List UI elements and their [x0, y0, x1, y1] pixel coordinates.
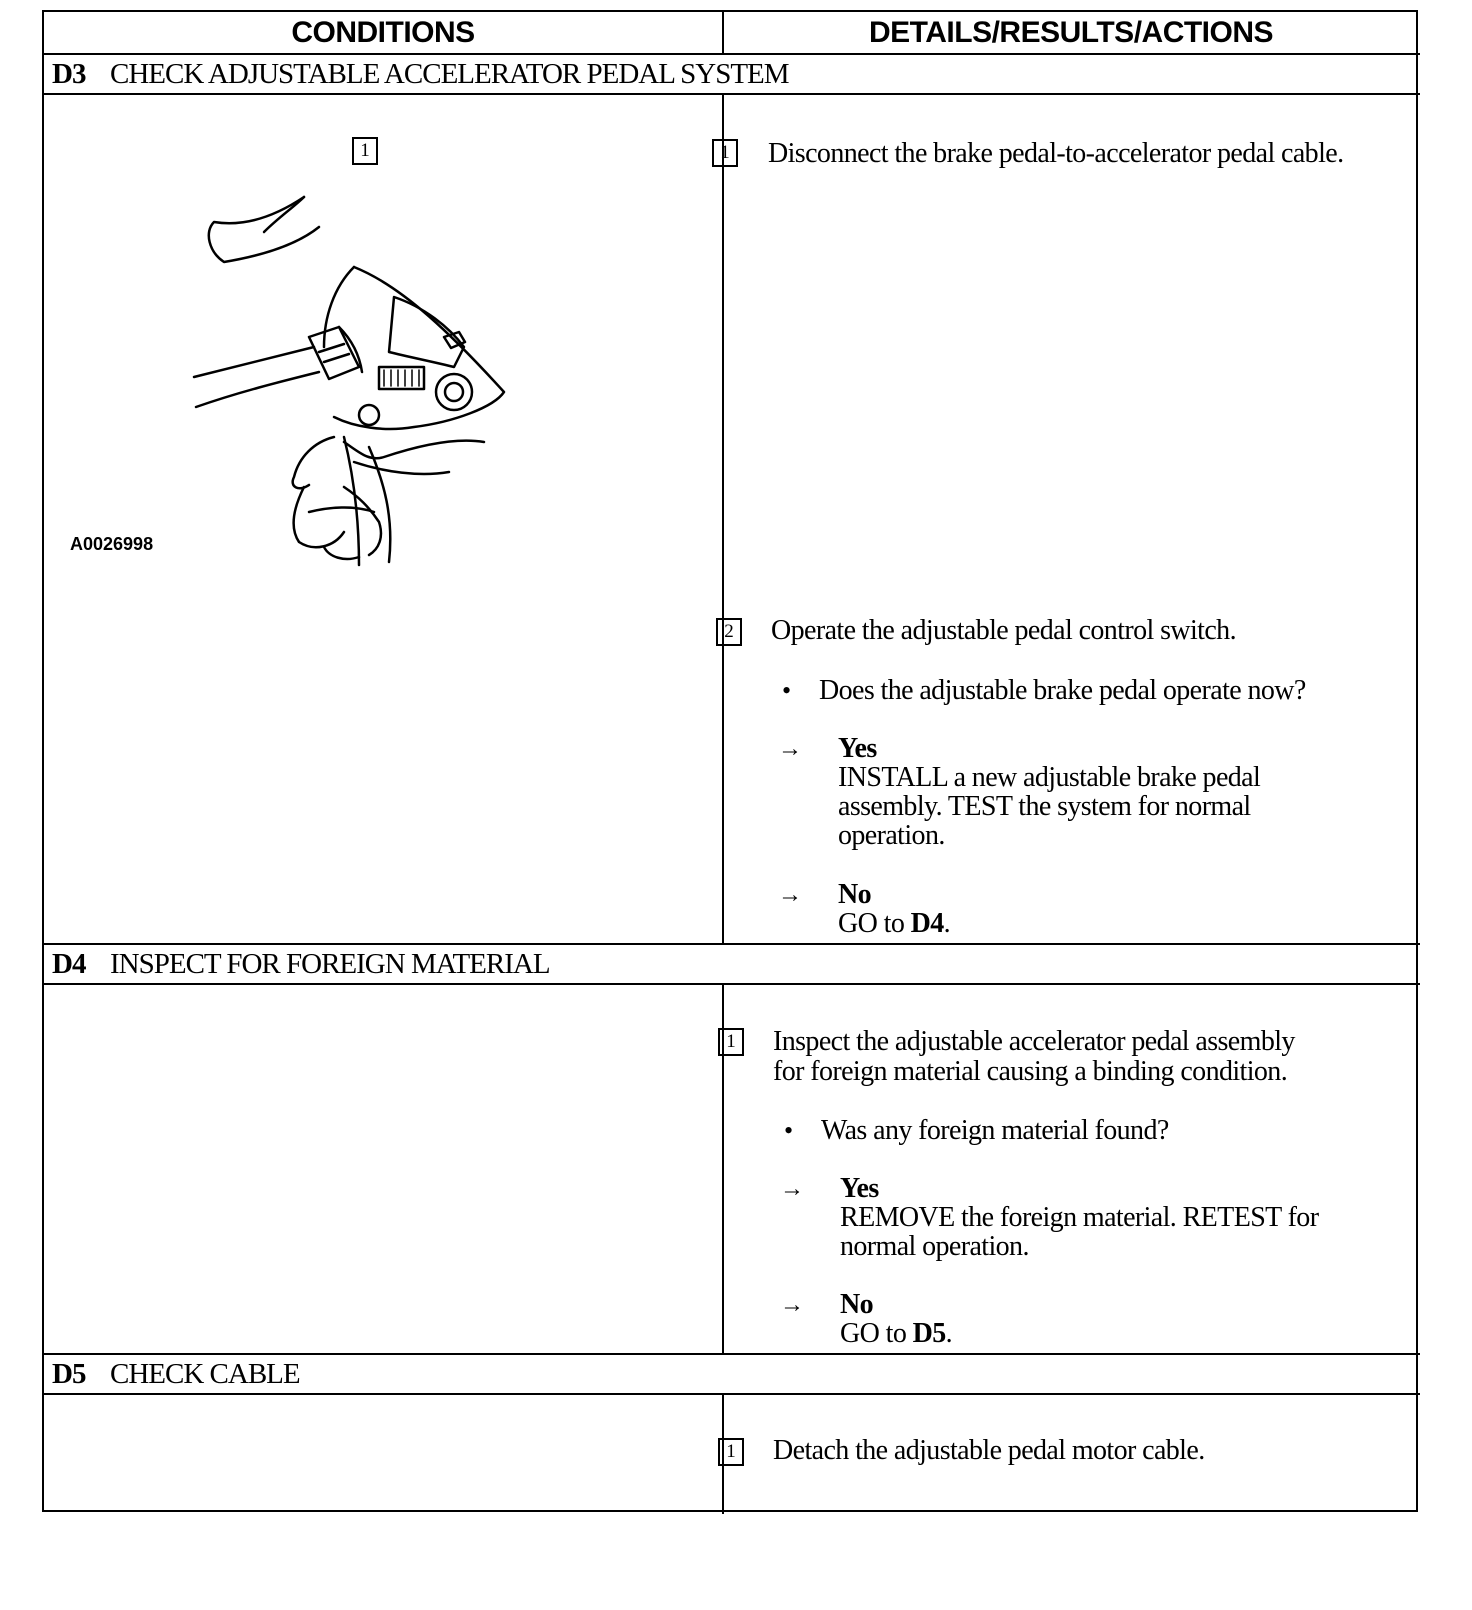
details-column-header: DETAILS/RESULTS/ACTIONS	[868, 16, 1274, 49]
divider	[44, 943, 1420, 945]
step-text: Operate the adjustable pedal control switch.	[771, 615, 1236, 646]
section-title-d5	[52, 1358, 300, 1391]
arrow-icon: →	[780, 1176, 804, 1202]
divider	[44, 93, 1420, 95]
step-text: Detach the adjustable pedal motor cable.	[773, 1435, 1205, 1466]
yes-label: Yes	[838, 733, 877, 764]
yes-label: Yes	[840, 1173, 879, 1204]
no-action	[840, 1319, 1400, 1348]
yes-answer	[838, 734, 1398, 850]
procedure-sheet	[42, 10, 1418, 1512]
no-action	[838, 909, 1398, 938]
go-to-target: D4	[910, 908, 944, 939]
bullet-icon: •	[784, 1116, 794, 1145]
step-text-line: Inspect the adjustable accelerator pedal assembly	[773, 1026, 1295, 1057]
step-text	[773, 1027, 1413, 1087]
step-text-line: for foreign material causing a binding condition.	[773, 1056, 1288, 1087]
no-answer	[838, 880, 1398, 938]
yes-action-line: INSTALL a new adjustable brake pedal	[838, 762, 1261, 793]
divider	[44, 1393, 1420, 1395]
no-action-suffix: .	[945, 1318, 953, 1349]
column-divider	[722, 12, 724, 53]
arrow-icon: →	[778, 736, 802, 762]
question-text: Does the adjustable brake pedal operate now?	[819, 675, 1306, 706]
procedure-table	[42, 10, 1418, 1512]
no-label: No	[838, 879, 872, 910]
question-text: Was any foreign material found?	[821, 1115, 1169, 1146]
no-label: No	[840, 1289, 874, 1320]
section-title-d3	[52, 58, 789, 91]
bullet-icon: •	[782, 676, 792, 705]
no-action-text: GO to	[838, 908, 911, 939]
divider	[44, 983, 1420, 985]
yes-action-line: normal operation.	[840, 1231, 1029, 1262]
section-code: D5	[52, 1358, 86, 1390]
yes-answer	[840, 1174, 1410, 1261]
no-action-text: GO to	[840, 1318, 913, 1349]
divider	[44, 1353, 1420, 1355]
divider	[44, 53, 1420, 55]
conditions-column-header: CONDITIONS	[291, 16, 475, 49]
step-text: Disconnect the brake pedal-to-accelerator pedal cable.	[768, 138, 1344, 169]
section-code: D4	[52, 948, 86, 980]
step-number-box: 1	[718, 1438, 744, 1466]
figure-id: A0026998	[70, 534, 154, 554]
arrow-icon: →	[780, 1292, 804, 1318]
section-title-d4	[52, 948, 550, 981]
section-title-text: INSPECT FOR FOREIGN MATERIAL	[110, 948, 550, 980]
no-answer	[840, 1290, 1400, 1348]
section-code: D3	[52, 58, 86, 90]
column-divider	[722, 93, 724, 943]
yes-action-line: assembly. TEST the system for normal	[838, 791, 1251, 822]
section-title-text: CHECK CABLE	[110, 1358, 300, 1390]
yes-action-line: operation.	[838, 820, 945, 851]
pedal-cable-illustration-icon	[184, 187, 514, 567]
go-to-target: D5	[912, 1318, 946, 1349]
yes-action-line: REMOVE the foreign material. RETEST for	[840, 1202, 1319, 1233]
no-action-suffix: .	[943, 908, 951, 939]
figure-callout: 1	[352, 137, 378, 165]
step-number-box: 1	[712, 139, 738, 167]
section-title-text: CHECK ADJUSTABLE ACCELERATOR PEDAL SYSTEM	[110, 58, 789, 90]
step-number-box: 2	[716, 618, 742, 646]
arrow-icon: →	[778, 882, 802, 908]
step-number-box: 1	[718, 1028, 744, 1056]
